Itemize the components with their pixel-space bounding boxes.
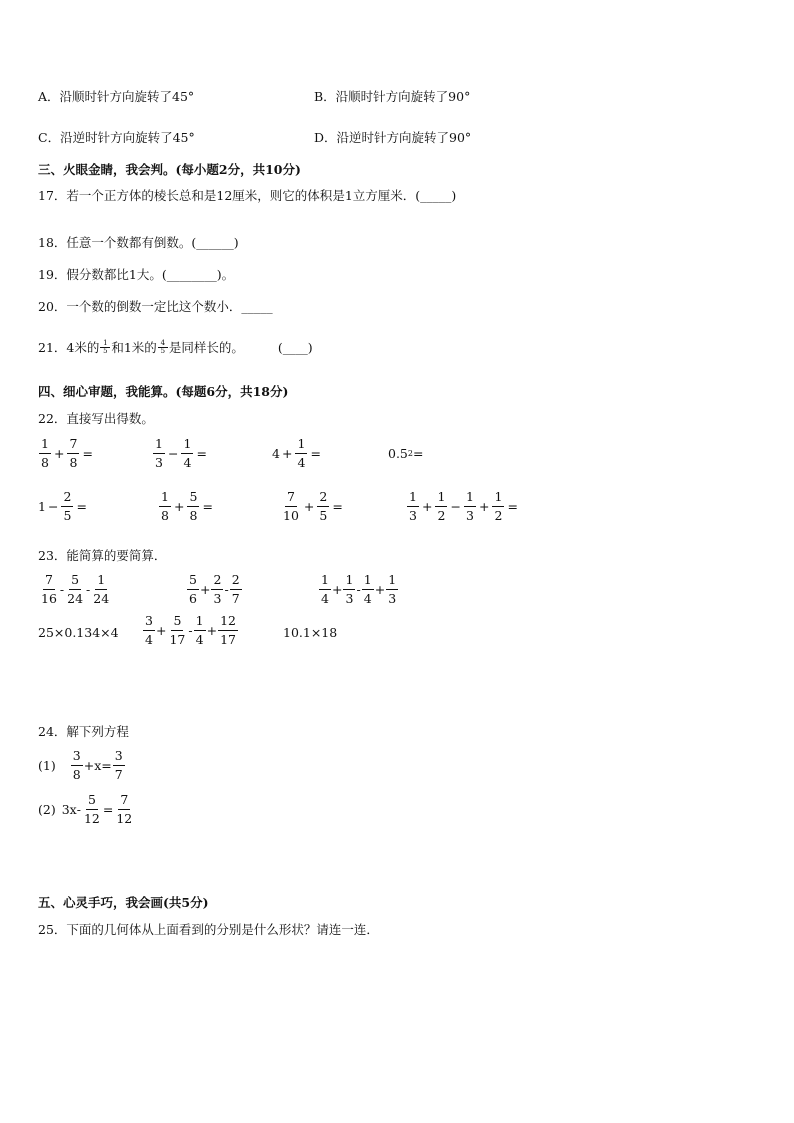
question-24-title: 24．解下列方程: [38, 724, 129, 739]
question-21: [38, 340, 313, 355]
option-c: C．沿逆时针方向旋转了45°: [38, 130, 195, 145]
q21-blank: (____): [277, 340, 313, 355]
section-4-title: 四、细心审题，我能算。(每题6分，共18分): [38, 384, 289, 399]
q21-text-2: 和1米的: [111, 340, 157, 355]
option-b: B．沿顺时针方向旋转了90°: [314, 89, 471, 104]
q24-equation-1: (1) $\frac{3}{8}$ + x = $\frac{3}{7}$: [38, 748, 126, 782]
q23-expr-4: 25×0.134×4: [38, 625, 119, 640]
q22-expr-1: $\frac{1}{8}$ + $\frac{7}{8}$ =: [38, 436, 95, 470]
question-23-title: 23．能简算的要简算．: [38, 548, 167, 563]
q22-expr-2: $\frac{1}{3}$ − $\frac{1}{4}$ =: [152, 436, 209, 470]
q23-expr-3: $\frac{1}{4}$ + $\frac{1}{3}$ - $\frac{1}{4}$ + $\frac{1}{3}$: [318, 572, 399, 606]
q23-expr-6: 10.1×18: [283, 625, 338, 640]
q21-text-1: 21．4米的: [38, 340, 100, 355]
q22-expr-4: 0.5 2 =: [388, 446, 424, 461]
fraction-four-fifths: $\frac{4}{5}$: [158, 340, 168, 355]
option-a: A．沿顺时针方向旋转了45°: [38, 89, 195, 104]
section-3-title: 三、火眼金睛，我会判。(每小题2分，共10分): [38, 162, 301, 177]
q23-expr-1: $\frac{7}{16}$ - $\frac{5}{24}$ - $\frac{1}{24}$: [41, 572, 110, 606]
question-18: 18．任意一个数都有倒数。(______): [38, 235, 239, 250]
question-17: 17．若一个正方体的棱长总和是12厘米，则它的体积是1立方厘米．(_____): [38, 188, 457, 203]
question-22-title: 22．直接写出得数。: [38, 411, 154, 426]
q23-expr-2: $\frac{5}{6}$ + $\frac{2}{3}$ - $\frac{2}{7}$: [186, 572, 243, 606]
option-d: D．沿逆时针方向旋转了90°: [314, 130, 472, 145]
q22-expr-3: 4 + $\frac{1}{4}$ =: [272, 436, 321, 470]
q21-text-3: 是同样长的。: [168, 340, 244, 355]
question-19: 19．假分数都比1大。(________)。: [38, 267, 235, 282]
q22-expr-6: $\frac{1}{8}$ + $\frac{5}{8}$ =: [158, 489, 215, 523]
section-5-title: 五、心灵手巧，我会画(共5分): [38, 895, 209, 910]
q22-expr-8: $\frac{1}{3}$ + $\frac{1}{2}$ − $\frac{1}{3}$ + $\frac{1}{2}$ =: [406, 489, 520, 523]
fraction-one-fifth: $\frac{1}{5}$: [100, 340, 110, 355]
question-20: 20．一个数的倒数一定比这个数小．_____: [38, 299, 273, 314]
q24-equation-2: (2) 3x - $\frac{5}{12}$ = $\frac{7}{12}$: [38, 792, 133, 826]
q22-expr-7: $\frac{7}{10}$ + $\frac{2}{5}$ =: [283, 489, 343, 523]
q22-expr-5: 1 − $\frac{2}{5}$ =: [38, 489, 87, 523]
q23-expr-5: $\frac{3}{4}$ + $\frac{5}{17}$ - $\frac{1}{4}$ + $\frac{12}{17}$: [142, 613, 239, 647]
question-25: 25．下面的几何体从上面看到的分别是什么形状？请连一连．: [38, 922, 379, 937]
